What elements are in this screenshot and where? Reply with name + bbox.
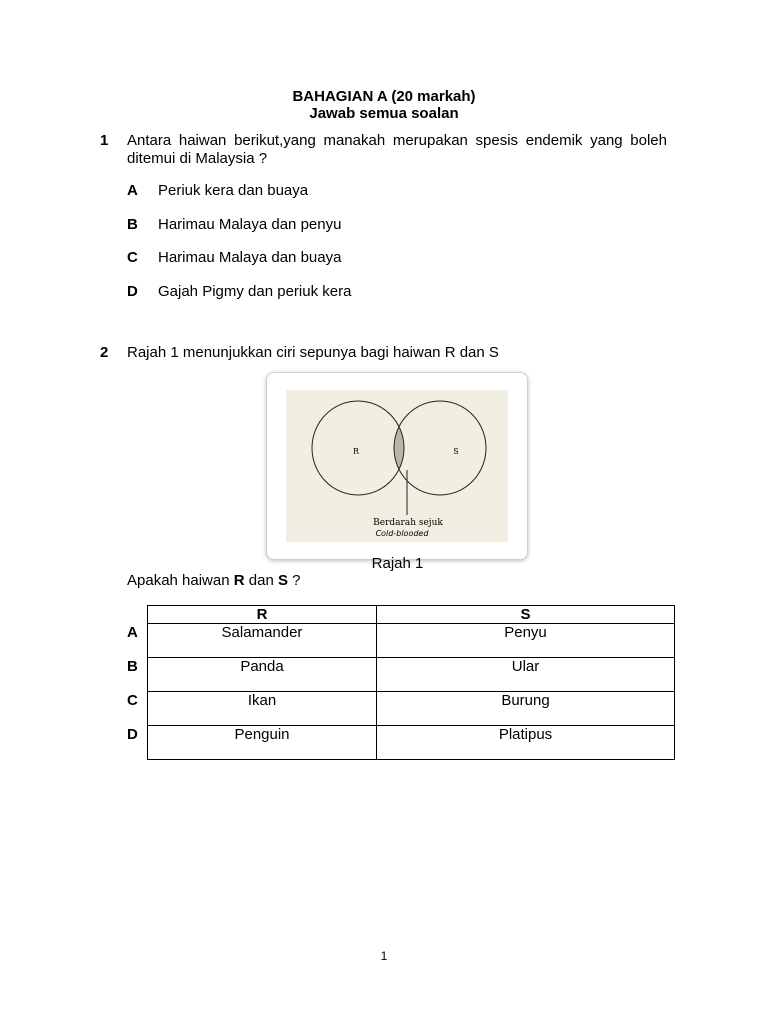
question-number: 1 bbox=[100, 132, 109, 149]
cell-s: Penyu bbox=[377, 624, 675, 658]
option-letter: C bbox=[127, 692, 138, 709]
cell-s: Platipus bbox=[377, 726, 675, 760]
venn-diagram bbox=[286, 390, 508, 542]
question-text: Antara haiwan berikut,yang manakah merupakan spesis endemik yang boleh ditemui di Malaysia ? bbox=[127, 132, 667, 167]
cell-s: Burung bbox=[377, 692, 675, 726]
option-text: Harimau Malaya dan penyu bbox=[158, 216, 342, 233]
cell-r: Salamander bbox=[148, 624, 377, 658]
sub-question-prefix: Apakah haiwan bbox=[127, 572, 234, 589]
column-header-s: S bbox=[377, 606, 675, 624]
sub-question-r: R bbox=[233, 572, 245, 589]
cell-r: Penguin bbox=[148, 726, 377, 760]
option-letter: D bbox=[127, 283, 138, 300]
figure-caption: Rajah 1 bbox=[371, 555, 424, 572]
sub-question bbox=[127, 572, 301, 589]
option-letter: A bbox=[127, 624, 138, 641]
section-title: BAHAGIAN A (20 markah) bbox=[292, 88, 476, 105]
venn-label-s: S bbox=[453, 447, 459, 456]
option-letter: B bbox=[127, 216, 138, 233]
table-row bbox=[148, 658, 675, 692]
column-header-r: R bbox=[148, 606, 377, 624]
cell-s: Ular bbox=[377, 658, 675, 692]
sub-question-suffix: ? bbox=[287, 572, 301, 589]
table-header-row bbox=[148, 606, 675, 624]
table-row bbox=[148, 692, 675, 726]
section-instruction: Jawab semua soalan bbox=[309, 105, 459, 122]
option-text: Periuk kera dan buaya bbox=[158, 182, 309, 199]
overlap-label: Berdarah sejuk bbox=[373, 518, 443, 528]
sub-question-s: S bbox=[277, 572, 288, 589]
option-text: Harimau Malaya dan buaya bbox=[158, 249, 342, 266]
venn-label-r: R bbox=[352, 447, 360, 456]
page-number: 1 bbox=[380, 949, 388, 963]
cell-r: Ikan bbox=[148, 692, 377, 726]
option-text: Gajah Pigmy dan periuk kera bbox=[158, 283, 352, 300]
cell-r: Panda bbox=[148, 658, 377, 692]
option-letter: D bbox=[127, 726, 138, 743]
option-letter: B bbox=[127, 658, 138, 675]
answer-table bbox=[147, 605, 675, 760]
question-text: Rajah 1 menunjukkan ciri sepunya bagi haiwan R dan S bbox=[127, 344, 499, 361]
question-number: 2 bbox=[100, 344, 109, 361]
table-row bbox=[148, 726, 675, 760]
table-row bbox=[148, 624, 675, 658]
sub-question-and: dan bbox=[244, 572, 278, 589]
option-letter: A bbox=[127, 182, 138, 199]
overlap-label-english: Cold-blooded bbox=[375, 529, 429, 538]
option-letter: C bbox=[127, 249, 138, 266]
